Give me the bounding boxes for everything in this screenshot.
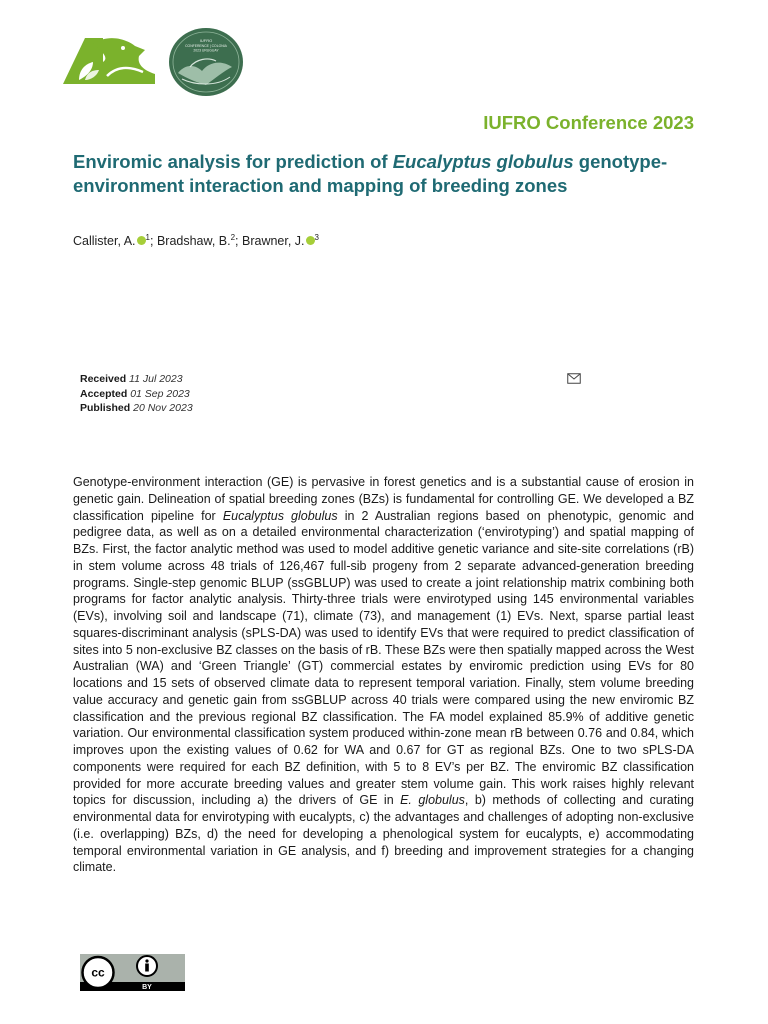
seal-text-year: 2023 URUGUAY [193, 48, 219, 53]
by-text: BY [142, 984, 152, 991]
seal-text-conference: CONFERENCE | COLONIA [185, 44, 227, 48]
title-part2: genotype-environment interaction and mapping of breeding zones [73, 151, 668, 196]
abstract-segment: in 2 Australian regions based on phenotypic, genomic and pedigree data, as well as on a detailed environmental characterization (‘envirotyping’) and spatial mapping of BZs. First, the factor analytic method was used to model additive genetic variance and site-site correlations (rB) in stem volume across 48 trials of 126,467 full-sib progeny from 2 separate advanced-generation breeding programs. Single-step genomic BLUP (ssGBLUP) was used to create a joint relationship matrix combining both programs for factor analytic analysis. Thirty-three trials were envirotyped using 145 environmental variables (EVs), involving soil and landscape (71), climate (73), and management (1) EVs. Next, sparse partial least squares-discriminant analysis (sPLS-DA) was used to identify EVs that were required to predict classification of sites into 5 non-exclusive BZ classes on the basis of rB. These BZs were then spatially mapped across the West Australian (WA) and ‘Green Triangle’ (GT) commercial estates by enviromic prediction using EVs for 80 locations and 15 sets of observed climate data to represent temporal variation. Finally, stem volume breeding value accuracy and genetic gain from ssGBLUP across 40 trials were compared using the new enviromic BZ classification and the previous regional BZ classification. The FA model explained 85.9% of additive genetic variation. Our environmental classification system produced within-zone mean rB between 0.76 and 0.84, which improves upon the existing values of 0.62 for WA and 0.67 for GT as regional BZs. One to two sPLS-DA components were required for each BZ definition, with 5 to 8 EV’s per BZ. The enviromic BZ classification provided for more accurate breeding values and greater stem volume gain. This work raises highly relevant topics for discussion, including a) the drivers of GE in [73, 508, 695, 808]
accepted-date: 01 Sep 2023 [130, 387, 190, 400]
cc-text: cc [91, 965, 105, 980]
abstract-species: Eucalyptus globulus [222, 508, 338, 523]
received-date: 11 Jul 2023 [129, 373, 183, 385]
conference-label: IUFRO Conference 2023 [483, 112, 694, 133]
published-label: Published [80, 402, 131, 414]
author-affiliation: 2 [230, 233, 236, 242]
orcid-icon[interactable] [306, 236, 315, 245]
paper-title [73, 150, 698, 198]
abstract-segment: , b) methods of collecting and curating environmental data for envirotyping with eucalypts, c) the advantages and challenges of adopting non-exclusive (i.e. overlapping) BZs, d) the need for developing a phenological system for eucalypts, e) accommodating temporal environmental variation in GE analysis, and f) breeding and improvement strategies for a changing climate. [73, 793, 694, 875]
iufro-conference-seal-icon [168, 27, 244, 97]
author-name[interactable]: Bradshaw, B. [156, 234, 231, 249]
author-separator: ; [149, 234, 157, 249]
orcid-icon[interactable] [137, 236, 146, 245]
publication-dates [80, 372, 193, 416]
received-row [80, 372, 193, 387]
author-affiliation: 3 [314, 233, 319, 242]
journal-logo-icon [63, 36, 155, 86]
author-list [73, 233, 319, 248]
author-separator: ; [235, 234, 242, 249]
author-name[interactable]: Callister, A. [73, 234, 136, 249]
author-name[interactable]: Brawner, J. [242, 234, 305, 249]
title-part1: Enviromic analysis for prediction of [73, 151, 393, 172]
published-row [80, 401, 193, 416]
abstract-segment: Genotype-environment interaction (GE) is pervasive in forest genetics and is a substantial cause of erosion in genetic gain. Delineation of spatial breeding zones (BZs) is fundamental for controlling GE. We developed a BZ classification pipeline for [73, 475, 694, 523]
envelope-icon[interactable] [567, 373, 581, 384]
abstract-species: E. globulus [400, 793, 465, 808]
cc-by-license-icon[interactable] [80, 954, 185, 991]
published-date: 20 Nov 2023 [133, 402, 193, 414]
title-species: Eucalyptus globulus [392, 151, 574, 172]
seal-text-iufro: IUFRO [199, 38, 213, 43]
abstract-text [73, 474, 694, 876]
received-label: Received [80, 373, 127, 385]
accepted-row [80, 387, 193, 402]
author-affiliation: 1 [145, 233, 150, 242]
accepted-label: Accepted [80, 387, 128, 400]
